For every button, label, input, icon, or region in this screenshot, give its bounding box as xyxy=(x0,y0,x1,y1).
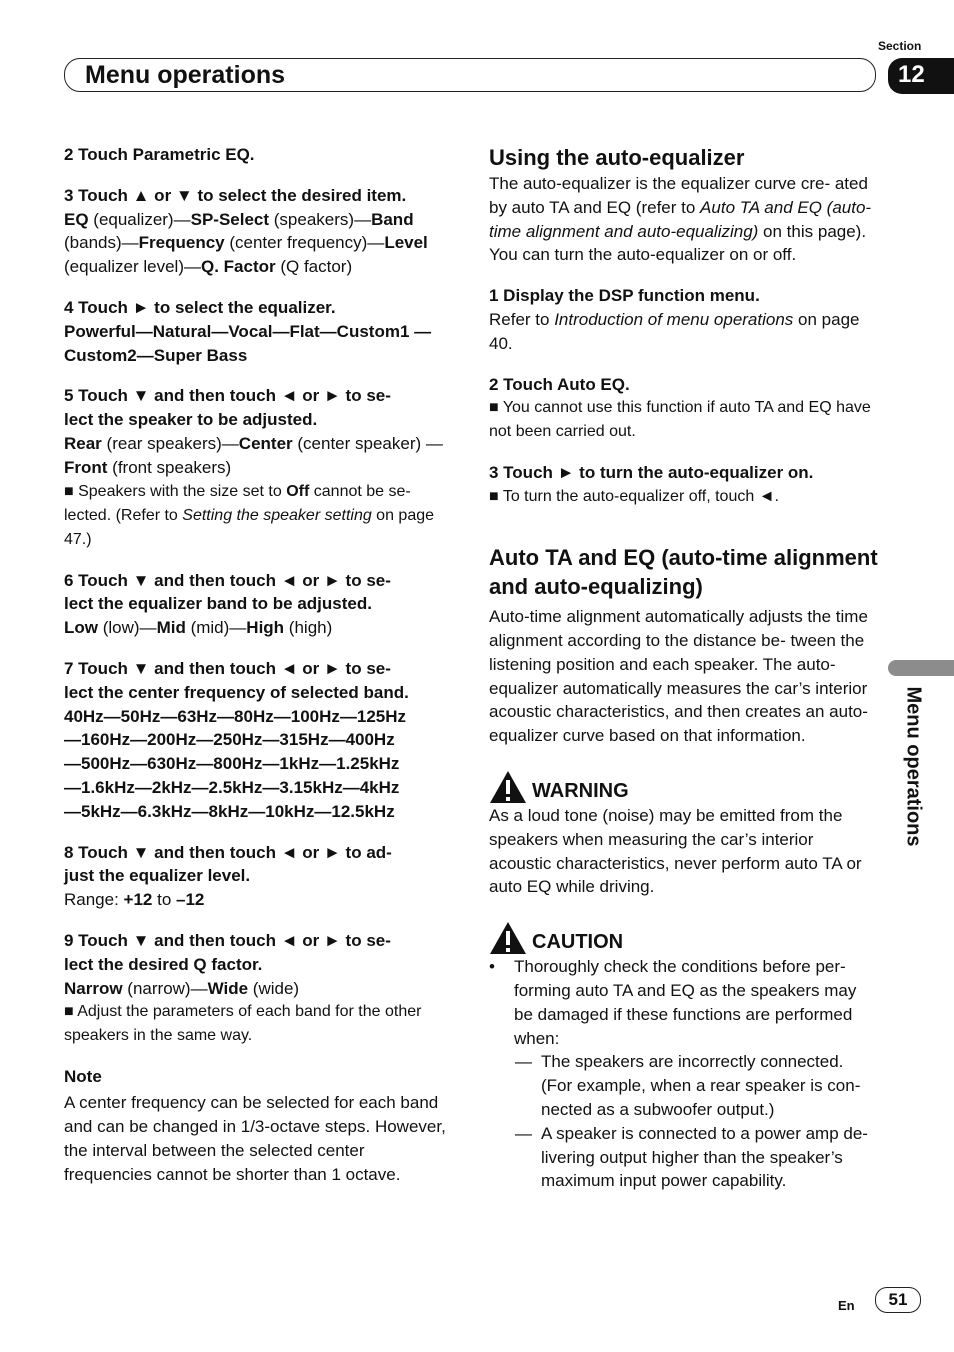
step-4-options: Powerful—Natural—Vocal—Flat—Custom1 —Custom2—Super Bass xyxy=(64,321,432,365)
step-7-line2: lect the center frequency of selected band. xyxy=(64,682,409,702)
warning-body: As a loud tone (noise) may be emitted from the speakers when measuring the car’s interior acoustic characteristics, never perform auto TA or auto EQ while driving. xyxy=(489,805,862,897)
step-6-options: Low (low)—Mid (mid)—High (high) xyxy=(64,618,333,638)
caution-icon xyxy=(489,921,527,955)
step-4: 4 Touch ► to select the equalizer. xyxy=(64,297,336,317)
step-6-line2: lect the equalizer band to be adjusted. xyxy=(64,594,372,614)
caution-heading xyxy=(489,921,879,955)
right-step-3-note: ■ To turn the auto-equalizer off, touch ◄. xyxy=(489,488,779,506)
freq-line-5: —5kHz—6.3kHz—8kHz—10kHz—12.5kHz xyxy=(64,801,395,821)
step-8-line2: just the equalizer level. xyxy=(64,866,251,886)
right-column xyxy=(489,143,879,1193)
step-5-line2: lect the speaker to be adjusted. xyxy=(64,410,318,430)
right-step-2-note: ■ You cannot use this function if auto TA and EQ have not been carried out. xyxy=(489,399,871,441)
note-title: Note xyxy=(64,1067,102,1087)
side-tab-label xyxy=(872,686,942,880)
right-step-1-ref: Refer to Introduction of menu operations on page 40. xyxy=(489,309,860,353)
caution-dash-2: — A speaker is connected to a power amp de- livering output higher than the speaker’s maximum input power capability. xyxy=(515,1123,868,1191)
step-8-line1: 8 Touch ▼ and then touch ◄ or ► to ad- xyxy=(64,842,392,862)
right-step-3: 3 Touch ► to turn the auto-equalizer on. xyxy=(489,463,814,483)
step-5-note: ■ Speakers with the size set to Off cannot be se- lected. (Refer to Setting the speaker setting on page 47.) xyxy=(64,482,435,548)
section-label: Section xyxy=(878,39,922,53)
warning-icon xyxy=(489,770,527,804)
section-number: 12 xyxy=(898,61,925,88)
language-label: En xyxy=(838,1298,855,1313)
caution-title: CAUTION xyxy=(532,931,624,954)
right-step-2: 2 Touch Auto EQ. xyxy=(489,374,630,394)
step-9-note: ■ Adjust the parameters of each band for the other speakers in the same way. xyxy=(64,1003,422,1045)
left-column xyxy=(64,143,456,1186)
heading-using-auto-equalizer: Using the auto-equalizer xyxy=(489,145,745,170)
step-3-options: EQ (equalizer)—SP-Select (speakers)—Band (bands)—Frequency (center frequency)—Level (equalizer level)—Q. Factor (Q factor) xyxy=(64,209,428,277)
freq-line-3: —500Hz—630Hz—800Hz—1kHz—1.25kHz xyxy=(64,754,400,774)
warning-heading xyxy=(489,770,879,804)
freq-line-2: —160Hz—200Hz—250Hz—315Hz—400Hz xyxy=(64,730,395,750)
section-number-badge xyxy=(888,58,954,94)
step-2: 2 Touch Parametric EQ. xyxy=(64,145,255,164)
page-title: Menu operations xyxy=(85,61,286,89)
auto-eq-toggle-text: You can turn the auto-equalizer on or off. xyxy=(489,245,797,265)
page-title-bar xyxy=(64,58,876,92)
freq-line-4: —1.6kHz—2kHz—2.5kHz—3.15kHz—4kHz xyxy=(64,777,400,797)
page-number: 51 xyxy=(875,1287,921,1313)
caution-bullet: • Thoroughly check the conditions before per- forming auto TA and EQ as the speakers may be damaged if these functions are performed when: xyxy=(489,957,857,1048)
freq-line-1: 40Hz—50Hz—63Hz—80Hz—100Hz—125Hz xyxy=(64,706,407,726)
side-tab-text: Menu operations xyxy=(902,686,925,847)
step-6-line1: 6 Touch ▼ and then touch ◄ or ► to se- xyxy=(64,570,391,590)
heading-auto-ta-eq: Auto TA and EQ (auto-time alignment and auto-equalizing) xyxy=(489,545,878,600)
step-8-range: Range: +12 to –12 xyxy=(64,890,205,910)
auto-eq-intro: The auto-equalizer is the equalizer curve cre- ated by auto TA and EQ (refer to Auto TA and EQ (auto-time alignment and auto-equalizing) on this page). xyxy=(489,174,872,241)
warning-title: WARNING xyxy=(532,779,629,802)
step-9-line2: lect the desired Q factor. xyxy=(64,954,263,974)
note-body: A center frequency can be selected for each band and can be changed in 1/3-octave steps. However, the interval between the selected center frequencies cannot be shorter than 1 octave. xyxy=(64,1093,446,1184)
step-5-line1: 5 Touch ▼ and then touch ◄ or ► to se- xyxy=(64,386,391,406)
caution-dash-1: — The speakers are incorrectly connected. (For example, when a rear speaker is con- nected as a subwoofer output.) xyxy=(515,1052,861,1119)
right-step-1: 1 Display the DSP function menu. xyxy=(489,286,760,306)
step-7-line1: 7 Touch ▼ and then touch ◄ or ► to se- xyxy=(64,658,391,678)
auto-ta-description: Auto-time alignment automatically adjusts the time alignment according to the distance be- tween the listening position and each speaker. The auto-equalizer automatically measures the car’s interior acoustic characteristics, and then creates an auto-equalizer curve based on that information. xyxy=(489,607,868,746)
step-9-line1: 9 Touch ▼ and then touch ◄ or ► to se- xyxy=(64,930,391,950)
step-9-options: Narrow (narrow)—Wide (wide) xyxy=(64,978,300,998)
side-tab-marker xyxy=(888,660,954,676)
step-3: 3 Touch ▲ or ▼ to select the desired item. xyxy=(64,185,407,205)
step-5-options: Rear (rear speakers)—Center (center speaker) —Front (front speakers) xyxy=(64,433,443,477)
